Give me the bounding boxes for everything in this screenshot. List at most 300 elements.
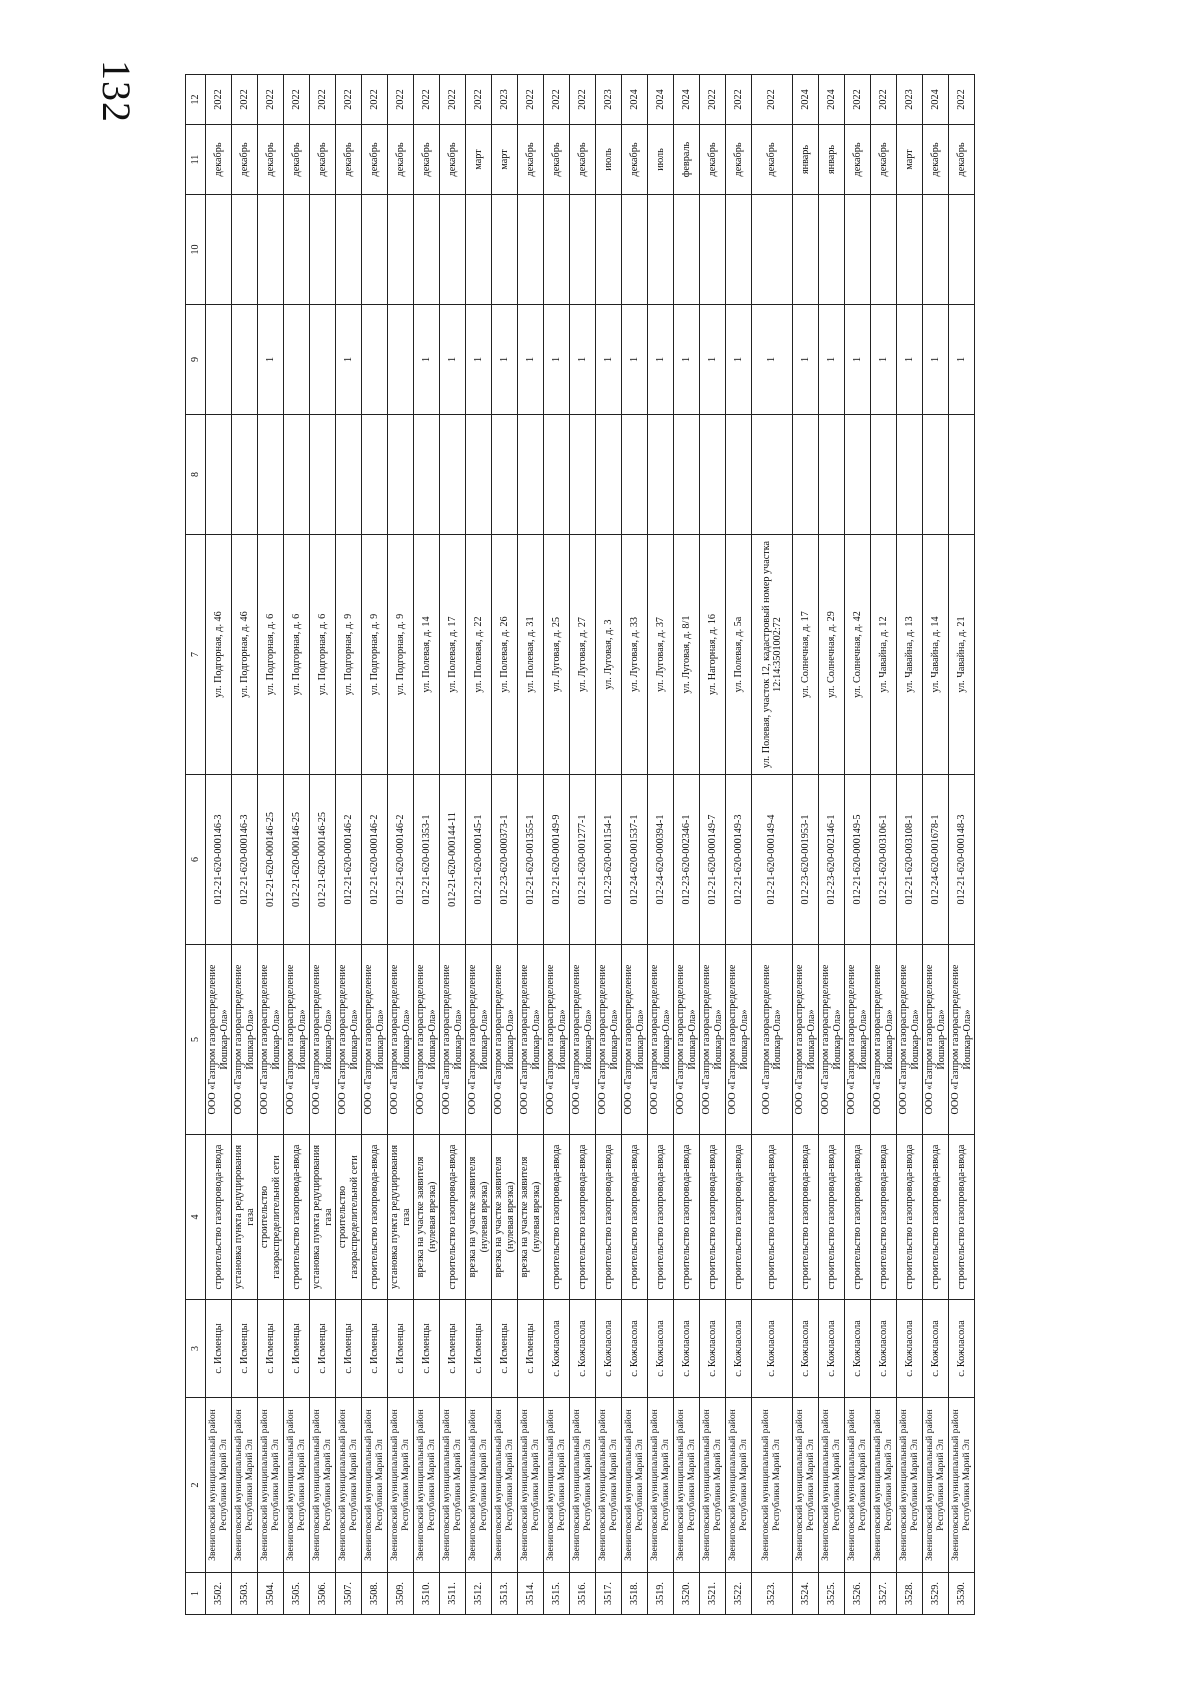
cell-row-number: 3513. <box>492 1573 518 1615</box>
cell-organization: ООО «Газпром газораспределение Йошкар-Ола» <box>466 945 492 1135</box>
table-row <box>923 75 949 1615</box>
cell-organization: ООО «Газпром газораспределение Йошкар-Ола» <box>949 945 975 1135</box>
cell-application-code: 012-21-620-000149-7 <box>700 775 726 945</box>
cell-col-10 <box>206 195 232 305</box>
cell-year: 2022 <box>871 75 897 125</box>
cell-district: Звениговский муниципальный район Республики Марий Эл <box>518 1398 544 1573</box>
cell-application-code: 012-21-620-001277-1 <box>570 775 596 945</box>
cell-application-code: 012-21-620-001355-1 <box>518 775 544 945</box>
cell-col-10 <box>232 195 258 305</box>
cell-application-code: 012-23-620-002146-1 <box>819 775 845 945</box>
cell-district: Звениговский муниципальный район Республики Марий Эл <box>871 1398 897 1573</box>
cell-settlement: с. Исменцы <box>232 1300 258 1398</box>
cell-organization: ООО «Газпром газораспределение Йошкар-Ола» <box>570 945 596 1135</box>
cell-address: ул. Полевая, д. 5а <box>726 535 752 775</box>
cell-col-9-count: 1 <box>648 305 674 415</box>
cell-address: ул. Полевая, участок 12, кадастровый номер участка 12:14:3501002:72 <box>752 535 793 775</box>
cell-organization: ООО «Газпром газораспределение Йошкар-Ола» <box>284 945 310 1135</box>
cell-col-10 <box>570 195 596 305</box>
header-cell: 4 <box>186 1135 206 1300</box>
table-row <box>414 75 440 1615</box>
cell-work-type: строительство газопровода-ввода <box>871 1135 897 1300</box>
table-row <box>596 75 622 1615</box>
cell-district: Звениговский муниципальный район Республики Марий Эл <box>648 1398 674 1573</box>
cell-settlement: с. Кожласола <box>923 1300 949 1398</box>
cell-work-type: строительство газопровода-ввода <box>845 1135 871 1300</box>
cell-col-8 <box>793 415 819 535</box>
cell-col-9-count: 1 <box>544 305 570 415</box>
cell-month: январь <box>819 125 845 195</box>
cell-col-9-count: 1 <box>258 305 284 415</box>
cell-row-number: 3519. <box>648 1573 674 1615</box>
cell-work-type: строительство газопровода-ввода <box>206 1135 232 1300</box>
cell-col-8 <box>871 415 897 535</box>
cell-row-number: 3511. <box>440 1573 466 1615</box>
cell-organization: ООО «Газпром газораспределение Йошкар-Ола» <box>544 945 570 1135</box>
cell-col-9-count: 1 <box>414 305 440 415</box>
cell-year: 2022 <box>414 75 440 125</box>
cell-district: Звениговский муниципальный район Республики Марий Эл <box>674 1398 700 1573</box>
cell-col-8 <box>258 415 284 535</box>
cell-settlement: с. Кожласола <box>793 1300 819 1398</box>
cell-col-8 <box>544 415 570 535</box>
cell-settlement: с. Кожласола <box>752 1300 793 1398</box>
cell-col-9-count <box>362 305 388 415</box>
cell-row-number: 3512. <box>466 1573 492 1615</box>
cell-address: ул. Подгорная, д. 46 <box>232 535 258 775</box>
cell-month: декабрь <box>310 125 336 195</box>
cell-col-10 <box>544 195 570 305</box>
cell-col-10 <box>362 195 388 305</box>
cell-col-9-count: 1 <box>726 305 752 415</box>
cell-col-9-count: 1 <box>440 305 466 415</box>
cell-work-type: установка пункта редуцирования газа <box>388 1135 414 1300</box>
cell-work-type: установка пункта редуцирования газа <box>232 1135 258 1300</box>
cell-month: июль <box>596 125 622 195</box>
cell-organization: ООО «Газпром газораспределение Йошкар-Ола» <box>232 945 258 1135</box>
cell-year: 2024 <box>648 75 674 125</box>
cell-work-type: строительство газопровода-ввода <box>544 1135 570 1300</box>
cell-col-8 <box>923 415 949 535</box>
cell-col-9-count: 1 <box>466 305 492 415</box>
cell-application-code: 012-21-620-000148-3 <box>949 775 975 945</box>
cell-district: Звениговский муниципальный район Республики Марий Эл <box>596 1398 622 1573</box>
cell-district: Звениговский муниципальный район Республики Марий Эл <box>284 1398 310 1573</box>
cell-month: декабрь <box>414 125 440 195</box>
cell-settlement: с. Исменцы <box>466 1300 492 1398</box>
header-cell: 9 <box>186 305 206 415</box>
cell-month: декабрь <box>336 125 362 195</box>
cell-application-code: 012-21-620-000146-2 <box>388 775 414 945</box>
cell-settlement: с. Исменцы <box>310 1300 336 1398</box>
cell-year: 2022 <box>570 75 596 125</box>
cell-row-number: 3517. <box>596 1573 622 1615</box>
cell-col-9-count: 1 <box>622 305 648 415</box>
cell-address: ул. Чавайна, д. 21 <box>949 535 975 775</box>
cell-col-10 <box>466 195 492 305</box>
cell-settlement: с. Исменцы <box>336 1300 362 1398</box>
cell-row-number: 3509. <box>388 1573 414 1615</box>
cell-col-8 <box>596 415 622 535</box>
cell-col-8 <box>440 415 466 535</box>
cell-application-code: 012-21-620-000146-2 <box>336 775 362 945</box>
cell-col-9-count: 1 <box>492 305 518 415</box>
cell-col-8 <box>752 415 793 535</box>
cell-application-code: 012-21-620-000146-3 <box>206 775 232 945</box>
cell-address: ул. Полевая, д. 22 <box>466 535 492 775</box>
cell-settlement: с. Кожласола <box>700 1300 726 1398</box>
cell-work-type: установка пункта редуцирования газа <box>310 1135 336 1300</box>
cell-application-code: 012-21-620-000149-4 <box>752 775 793 945</box>
cell-address: ул. Полевая, д. 17 <box>440 535 466 775</box>
cell-col-10 <box>284 195 310 305</box>
cell-address: ул. Подгорная, д. 9 <box>388 535 414 775</box>
cell-settlement: с. Кожласола <box>596 1300 622 1398</box>
cell-address: ул. Подгорная, д. 46 <box>206 535 232 775</box>
table-row <box>258 75 284 1615</box>
cell-application-code: 012-24-620-001678-1 <box>923 775 949 945</box>
cell-col-9-count: 1 <box>793 305 819 415</box>
cell-application-code: 012-23-620-001953-1 <box>793 775 819 945</box>
cell-month: декабрь <box>871 125 897 195</box>
cell-col-10 <box>440 195 466 305</box>
cell-address: ул. Луговая, д. 37 <box>648 535 674 775</box>
cell-row-number: 3529. <box>923 1573 949 1615</box>
cell-row-number: 3506. <box>310 1573 336 1615</box>
cell-address: ул. Луговая, д. 8/1 <box>674 535 700 775</box>
cell-col-10 <box>923 195 949 305</box>
cell-organization: ООО «Газпром газораспределение Йошкар-Ола» <box>622 945 648 1135</box>
cell-address: ул. Чавайна, д. 14 <box>923 535 949 775</box>
cell-work-type: строительство газопровода-ввода <box>897 1135 923 1300</box>
cell-col-9-count <box>232 305 258 415</box>
cell-district: Звениговский муниципальный район Республики Марий Эл <box>752 1398 793 1573</box>
cell-district: Звениговский муниципальный район Республики Марий Эл <box>726 1398 752 1573</box>
cell-work-type: строительство газопровода-ввода <box>674 1135 700 1300</box>
table-row <box>466 75 492 1615</box>
cell-address: ул. Луговая, д. 25 <box>544 535 570 775</box>
cell-work-type: врезка на участке заявителя (нулевая врезка) <box>518 1135 544 1300</box>
cell-year: 2022 <box>232 75 258 125</box>
cell-year: 2024 <box>674 75 700 125</box>
cell-col-10 <box>819 195 845 305</box>
cell-work-type: строительство газопровода-ввода <box>700 1135 726 1300</box>
gasification-table <box>185 74 975 1615</box>
cell-row-number: 3505. <box>284 1573 310 1615</box>
cell-application-code: 012-21-620-000146-25 <box>258 775 284 945</box>
cell-organization: ООО «Газпром газораспределение Йошкар-Ола» <box>388 945 414 1135</box>
cell-year: 2022 <box>206 75 232 125</box>
cell-col-8 <box>726 415 752 535</box>
cell-col-10 <box>752 195 793 305</box>
cell-year: 2022 <box>752 75 793 125</box>
cell-work-type: строительство газопровода-ввода <box>440 1135 466 1300</box>
cell-district: Звениговский муниципальный район Республики Марий Эл <box>492 1398 518 1573</box>
cell-district: Звениговский муниципальный район Республики Марий Эл <box>206 1398 232 1573</box>
header-cell: 5 <box>186 945 206 1135</box>
cell-month: декабрь <box>440 125 466 195</box>
cell-col-10 <box>674 195 700 305</box>
cell-work-type: строительство газопровода-ввода <box>284 1135 310 1300</box>
cell-work-type: врезка на участке заявителя (нулевая врезка) <box>466 1135 492 1300</box>
cell-col-8 <box>336 415 362 535</box>
cell-district: Звениговский муниципальный район Республики Марий Эл <box>232 1398 258 1573</box>
cell-address: ул. Солнечная, д. 29 <box>819 535 845 775</box>
header-row <box>186 75 206 1615</box>
cell-district: Звениговский муниципальный район Республики Марий Эл <box>949 1398 975 1573</box>
table-row <box>819 75 845 1615</box>
cell-row-number: 3518. <box>622 1573 648 1615</box>
cell-address: ул. Полевая, д. 26 <box>492 535 518 775</box>
cell-application-code: 012-21-620-003106-1 <box>871 775 897 945</box>
cell-application-code: 012-21-620-003108-1 <box>897 775 923 945</box>
cell-col-10 <box>871 195 897 305</box>
cell-year: 2022 <box>284 75 310 125</box>
cell-col-8 <box>518 415 544 535</box>
cell-month: декабрь <box>258 125 284 195</box>
cell-row-number: 3508. <box>362 1573 388 1615</box>
cell-col-8 <box>310 415 336 535</box>
header-cell: 12 <box>186 75 206 125</box>
cell-year: 2022 <box>518 75 544 125</box>
cell-application-code: 012-21-620-000145-1 <box>466 775 492 945</box>
cell-month: декабрь <box>284 125 310 195</box>
cell-col-10 <box>518 195 544 305</box>
cell-settlement: с. Исменцы <box>362 1300 388 1398</box>
cell-address: ул. Солнечная, д. 17 <box>793 535 819 775</box>
cell-col-10 <box>310 195 336 305</box>
cell-address: ул. Луговая, д. 33 <box>622 535 648 775</box>
cell-settlement: с. Исменцы <box>440 1300 466 1398</box>
cell-row-number: 3521. <box>700 1573 726 1615</box>
cell-address: ул. Нагорная, д. 16 <box>700 535 726 775</box>
cell-row-number: 3522. <box>726 1573 752 1615</box>
cell-settlement: с. Исменцы <box>414 1300 440 1398</box>
cell-settlement: с. Кожласола <box>726 1300 752 1398</box>
cell-month: декабрь <box>726 125 752 195</box>
cell-organization: ООО «Газпром газораспределение Йошкар-Ола» <box>871 945 897 1135</box>
cell-col-8 <box>897 415 923 535</box>
cell-col-10 <box>414 195 440 305</box>
table-row <box>674 75 700 1615</box>
header-cell: 1 <box>186 1573 206 1615</box>
cell-col-9-count: 1 <box>336 305 362 415</box>
cell-organization: ООО «Газпром газораспределение Йошкар-Ола» <box>923 945 949 1135</box>
cell-month: декабрь <box>570 125 596 195</box>
cell-year: 2022 <box>440 75 466 125</box>
cell-organization: ООО «Газпром газораспределение Йошкар-Ола» <box>897 945 923 1135</box>
cell-col-9-count <box>310 305 336 415</box>
cell-year: 2024 <box>622 75 648 125</box>
cell-settlement: с. Кожласола <box>819 1300 845 1398</box>
cell-col-8 <box>284 415 310 535</box>
cell-district: Звениговский муниципальный район Республики Марий Эл <box>622 1398 648 1573</box>
cell-year: 2023 <box>596 75 622 125</box>
cell-address: ул. Подгорная, д. 6 <box>310 535 336 775</box>
cell-work-type: строительство газораспределительной сети <box>258 1135 284 1300</box>
cell-organization: ООО «Газпром газораспределение Йошкар-Ола» <box>414 945 440 1135</box>
cell-col-8 <box>674 415 700 535</box>
cell-month: январь <box>793 125 819 195</box>
cell-address: ул. Чавайна, д. 13 <box>897 535 923 775</box>
cell-month: декабрь <box>232 125 258 195</box>
cell-row-number: 3520. <box>674 1573 700 1615</box>
cell-year: 2022 <box>258 75 284 125</box>
cell-district: Звениговский муниципальный район Республики Марий Эл <box>923 1398 949 1573</box>
cell-application-code: 012-21-620-000144-11 <box>440 775 466 945</box>
table-row <box>440 75 466 1615</box>
cell-year: 2024 <box>793 75 819 125</box>
table-row <box>336 75 362 1615</box>
cell-settlement: с. Исменцы <box>258 1300 284 1398</box>
cell-settlement: с. Кожласола <box>622 1300 648 1398</box>
cell-month: декабрь <box>949 125 975 195</box>
cell-work-type: строительство газораспределительной сети <box>336 1135 362 1300</box>
cell-col-10 <box>949 195 975 305</box>
cell-work-type: строительство газопровода-ввода <box>923 1135 949 1300</box>
cell-col-8 <box>492 415 518 535</box>
cell-work-type: строительство газопровода-ввода <box>793 1135 819 1300</box>
header-cell: 7 <box>186 535 206 775</box>
cell-organization: ООО «Газпром газораспределение Йошкар-Ола» <box>674 945 700 1135</box>
cell-col-10 <box>845 195 871 305</box>
cell-col-10 <box>622 195 648 305</box>
cell-work-type: строительство газопровода-ввода <box>622 1135 648 1300</box>
cell-col-9-count <box>388 305 414 415</box>
cell-year: 2023 <box>492 75 518 125</box>
cell-application-code: 012-21-620-000146-25 <box>284 775 310 945</box>
cell-settlement: с. Кожласола <box>949 1300 975 1398</box>
cell-organization: ООО «Газпром газораспределение Йошкар-Ола» <box>819 945 845 1135</box>
cell-work-type: строительство газопровода-ввода <box>362 1135 388 1300</box>
header-cell: 2 <box>186 1398 206 1573</box>
cell-settlement: с. Исменцы <box>492 1300 518 1398</box>
cell-col-10 <box>700 195 726 305</box>
cell-col-8 <box>414 415 440 535</box>
cell-row-number: 3510. <box>414 1573 440 1615</box>
cell-district: Звениговский муниципальный район Республики Марий Эл <box>414 1398 440 1573</box>
cell-address: ул. Подгорная, д. 9 <box>336 535 362 775</box>
cell-application-code: 012-21-620-000146-2 <box>362 775 388 945</box>
cell-year: 2022 <box>362 75 388 125</box>
cell-application-code: 012-21-620-000149-3 <box>726 775 752 945</box>
cell-organization: ООО «Газпром газораспределение Йошкар-Ола» <box>648 945 674 1135</box>
cell-application-code: 012-21-620-000149-5 <box>845 775 871 945</box>
cell-settlement: с. Исменцы <box>518 1300 544 1398</box>
cell-row-number: 3528. <box>897 1573 923 1615</box>
table-row <box>949 75 975 1615</box>
cell-organization: ООО «Газпром газораспределение Йошкар-Ола» <box>336 945 362 1135</box>
cell-col-10 <box>648 195 674 305</box>
cell-settlement: с. Кожласола <box>871 1300 897 1398</box>
cell-district: Звениговский муниципальный район Республики Марий Эл <box>897 1398 923 1573</box>
cell-month: декабрь <box>845 125 871 195</box>
table-row <box>518 75 544 1615</box>
table-body <box>206 75 975 1615</box>
cell-work-type: строительство газопровода-ввода <box>648 1135 674 1300</box>
cell-col-9-count: 1 <box>871 305 897 415</box>
cell-settlement: с. Кожласола <box>845 1300 871 1398</box>
table-row <box>648 75 674 1615</box>
cell-address: ул. Луговая, д. 3 <box>596 535 622 775</box>
cell-district: Звениговский муниципальный район Республики Марий Эл <box>440 1398 466 1573</box>
cell-organization: ООО «Газпром газораспределение Йошкар-Ола» <box>596 945 622 1135</box>
cell-year: 2023 <box>897 75 923 125</box>
cell-application-code: 012-23-620-000373-1 <box>492 775 518 945</box>
cell-district: Звениговский муниципальный район Республики Марий Эл <box>336 1398 362 1573</box>
cell-address: ул. Луговая, д. 27 <box>570 535 596 775</box>
table-row <box>622 75 648 1615</box>
table-row <box>752 75 793 1615</box>
cell-year: 2022 <box>700 75 726 125</box>
cell-row-number: 3503. <box>232 1573 258 1615</box>
cell-month: март <box>466 125 492 195</box>
cell-year: 2024 <box>923 75 949 125</box>
cell-work-type: врезка на участке заявителя (нулевая врезка) <box>414 1135 440 1300</box>
cell-organization: ООО «Газпром газораспределение Йошкар-Ола» <box>492 945 518 1135</box>
table-row <box>700 75 726 1615</box>
cell-col-8 <box>362 415 388 535</box>
cell-row-number: 3523. <box>752 1573 793 1615</box>
cell-settlement: с. Кожласола <box>544 1300 570 1398</box>
cell-organization: ООО «Газпром газораспределение Йошкар-Ола» <box>206 945 232 1135</box>
cell-organization: ООО «Газпром газораспределение Йошкар-Ола» <box>700 945 726 1135</box>
table-row <box>570 75 596 1615</box>
cell-col-9-count: 1 <box>845 305 871 415</box>
cell-district: Звениговский муниципальный район Республики Марий Эл <box>570 1398 596 1573</box>
cell-application-code: 012-21-620-000149-9 <box>544 775 570 945</box>
cell-row-number: 3507. <box>336 1573 362 1615</box>
cell-month: декабрь <box>923 125 949 195</box>
cell-organization: ООО «Газпром газораспределение Йошкар-Ола» <box>845 945 871 1135</box>
table-row <box>206 75 232 1615</box>
cell-application-code: 012-21-620-000146-3 <box>232 775 258 945</box>
cell-col-9-count: 1 <box>700 305 726 415</box>
cell-row-number: 3525. <box>819 1573 845 1615</box>
cell-row-number: 3514. <box>518 1573 544 1615</box>
cell-col-9-count: 1 <box>596 305 622 415</box>
cell-district: Звениговский муниципальный район Республики Марий Эл <box>845 1398 871 1573</box>
rotated-page-content <box>185 75 1195 1615</box>
cell-row-number: 3516. <box>570 1573 596 1615</box>
header-cell: 3 <box>186 1300 206 1398</box>
cell-month: декабрь <box>622 125 648 195</box>
cell-organization: ООО «Газпром газораспределение Йошкар-Ола» <box>518 945 544 1135</box>
header-cell: 8 <box>186 415 206 535</box>
cell-month: декабрь <box>388 125 414 195</box>
cell-col-9-count: 1 <box>819 305 845 415</box>
cell-col-8 <box>206 415 232 535</box>
cell-year: 2022 <box>388 75 414 125</box>
table-row <box>897 75 923 1615</box>
cell-year: 2024 <box>819 75 845 125</box>
cell-col-8 <box>819 415 845 535</box>
cell-row-number: 3530. <box>949 1573 975 1615</box>
cell-district: Звениговский муниципальный район Республики Марий Эл <box>466 1398 492 1573</box>
cell-year: 2022 <box>336 75 362 125</box>
table-row <box>544 75 570 1615</box>
cell-district: Звениговский муниципальный район Республики Марий Эл <box>819 1398 845 1573</box>
cell-month: июль <box>648 125 674 195</box>
cell-work-type: строительство газопровода-ввода <box>726 1135 752 1300</box>
cell-col-9-count: 1 <box>518 305 544 415</box>
page-number: 132 <box>94 60 139 123</box>
cell-address: ул. Подгорная, д. 9 <box>362 535 388 775</box>
cell-col-8 <box>232 415 258 535</box>
cell-organization: ООО «Газпром газораспределение Йошкар-Ола» <box>752 945 793 1135</box>
cell-work-type: строительство газопровода-ввода <box>949 1135 975 1300</box>
cell-settlement: с. Исменцы <box>388 1300 414 1398</box>
